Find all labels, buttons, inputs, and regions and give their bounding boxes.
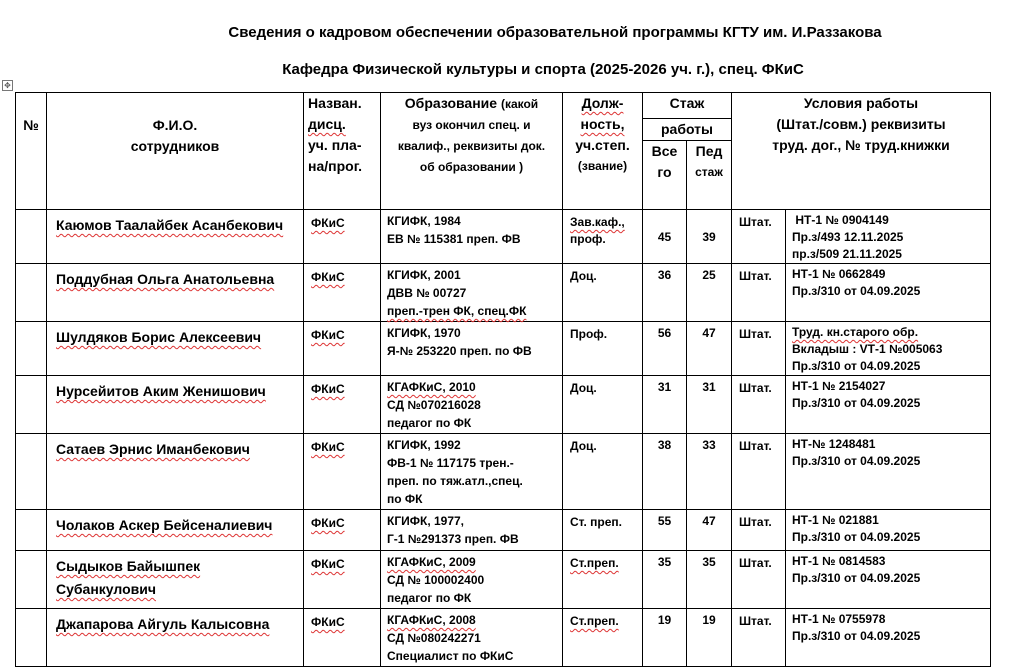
staff-table [15,92,991,667]
education: КГИФК, 2001 ДВВ № 00727 преп.-трен ФК, спец.ФК [381,264,563,322]
employment-type: Штат. [732,264,786,322]
table-row [16,322,991,376]
row-num [16,210,47,264]
col-experience-header: Стаж [643,93,732,119]
position: Ст. преп. [563,510,643,551]
contract-details: Труд. кн.старого обр. Вкладыш : VТ-1 №005063 Пр.з/310 от 04.09.2025 [786,322,991,376]
discipline: ФКиС [304,551,381,609]
education: КГИФК, 1984 ЕВ № 115381 преп. ФВ [381,210,563,264]
ped-experience: 47 [687,510,732,551]
position: Проф. [563,322,643,376]
table-row [16,609,991,667]
table-row [16,551,991,609]
employee-name: Сыдыков Байышпек Субанкулович [47,551,304,609]
employee-name: Шулдяков Борис Алексеевич [47,322,304,376]
row-num [16,434,47,510]
employment-type: Штат. [732,434,786,510]
employment-type: Штат. [732,609,786,667]
table-row [16,510,991,551]
employee-name: Сатаев Эрнис Иманбекович [47,434,304,510]
ped-experience: 47 [687,322,732,376]
contract-details: НТ-№ 1248481 Пр.з/310 от 04.09.2025 [786,434,991,510]
employment-type: Штат. [732,376,786,434]
table-row [16,376,991,434]
total-experience: 35 [643,551,687,609]
position: Ст.преп. [563,551,643,609]
col-ped-exp-header: Пед стаж [687,141,732,210]
col-name-header: Ф.И.О. сотрудников [47,93,304,210]
contract-details: НТ-1 № 2154027 Пр.з/310 от 04.09.2025 [786,376,991,434]
row-num [16,551,47,609]
employee-name: Поддубная Ольга Анатольевна [47,264,304,322]
row-num [16,510,47,551]
employment-type: Штат. [732,510,786,551]
education: КГИФК, 1977, Г-1 №291373 преп. ФВ [381,510,563,551]
document-title: Сведения о кадровом обеспечении образовательной программы КГТУ им. И.Раззакова [228,24,882,41]
employee-name: Чолаков Аскер Бейсеналиевич [47,510,304,551]
contract-details: НТ-1 № 0755978 Пр.з/310 от 04.09.2025 [786,609,991,667]
total-experience: 55 [643,510,687,551]
total-experience: 36 [643,264,687,322]
document-subtitle: Кафедра Физической культуры и спорта (2025-2026 уч. г.), спец. ФКиС [282,61,804,78]
col-discipline-header: Назван. дисц. уч. пла- на/прог. [304,93,381,210]
col-position-header: Долж- ность, уч.степ. (звание) [563,93,643,210]
position: Доц. [563,376,643,434]
employee-name: Нурсейитов Аким Женишович [47,376,304,434]
total-experience: 56 [643,322,687,376]
table-row [16,210,991,264]
discipline: ФКиС [304,376,381,434]
discipline: ФКиС [304,264,381,322]
ped-experience: 25 [687,264,732,322]
position: Ст.преп. [563,609,643,667]
education: КГИФК, 1970 Я-№ 253220 преп. по ФВ [381,322,563,376]
table-row [16,434,991,510]
ped-experience: 35 [687,551,732,609]
col-education-header: Образование (какой вуз окончил спец. и квалиф., реквизиты док. об образовании ) [381,93,563,210]
employment-type: Штат. [732,322,786,376]
education: КГИФК, 1992 ФВ-1 № 117175 трен.- преп. по тяж.атл.,спец. по ФК [381,434,563,510]
discipline: ФКиС [304,434,381,510]
table-move-handle-icon[interactable]: ✥ [2,80,13,91]
header-row-top [16,93,991,119]
col-experience-sub: работы [643,119,732,141]
employment-type: Штат. [732,210,786,264]
position: Доц. [563,264,643,322]
contract-details: НТ-1 № 021881 Пр.з/310 от 04.09.2025 [786,510,991,551]
row-num [16,322,47,376]
row-num [16,264,47,322]
contract-details: НТ-1 № 0814583 Пр.з/310 от 04.09.2025 [786,551,991,609]
contract-details: НТ-1 № 0904149 Пр.з/493 12.11.2025 пр.з/509 21.11.2025 [786,210,991,264]
position: Доц. [563,434,643,510]
col-num-header: № [16,93,47,210]
discipline: ФКиС [304,322,381,376]
ped-experience: 19 [687,609,732,667]
employment-type: Штат. [732,551,786,609]
education: КГАФКиС, 2009 СД № 100002400 педагог по ФК [381,551,563,609]
total-experience: 45 [643,210,687,264]
row-num [16,376,47,434]
discipline: ФКиС [304,210,381,264]
total-experience: 38 [643,434,687,510]
ped-experience: 33 [687,434,732,510]
row-num [16,609,47,667]
table-row [16,264,991,322]
ped-experience: 39 [687,210,732,264]
employee-name: Каюмов Таалайбек Асанбекович [47,210,304,264]
col-total-exp-header: Все го [643,141,687,210]
discipline: ФКиС [304,510,381,551]
education: КГАФКиС, 2008 СД №080242271 Специалист по ФКиС [381,609,563,667]
col-conditions-header: Условия работы (Штат./совм.) реквизиты труд. дог., № труд.книжки [732,93,991,210]
total-experience: 19 [643,609,687,667]
position: Зав.каф., проф. [563,210,643,264]
discipline: ФКиС [304,609,381,667]
total-experience: 31 [643,376,687,434]
contract-details: НТ-1 № 0662849 Пр.з/310 от 04.09.2025 [786,264,991,322]
employee-name: Джапарова Айгуль Калысовна [47,609,304,667]
ped-experience: 31 [687,376,732,434]
education: КГАФКиС, 2010 СД №070216028 педагог по ФК [381,376,563,434]
